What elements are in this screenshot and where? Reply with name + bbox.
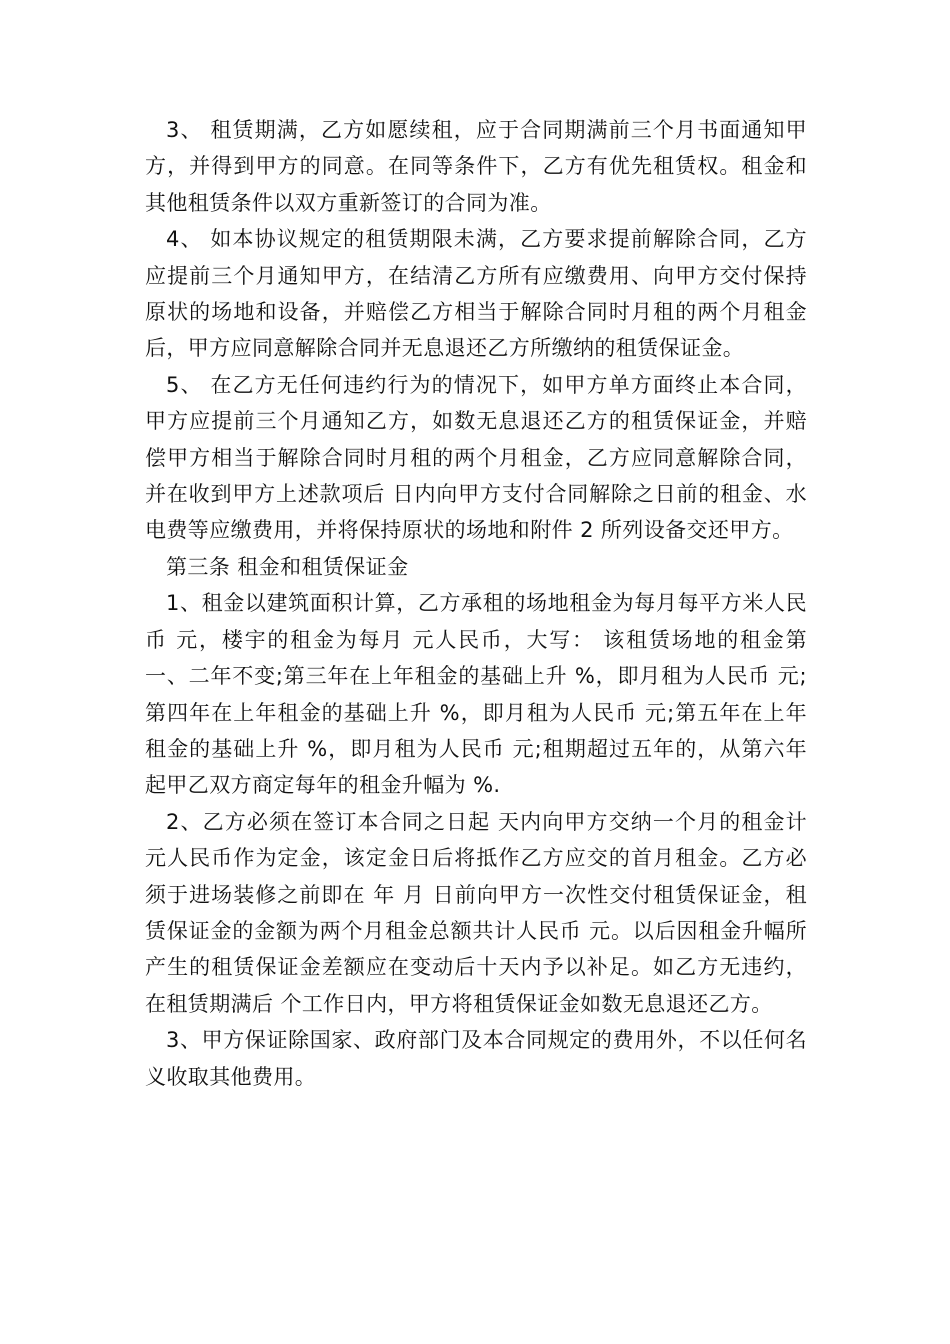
clause-4-early-termination-by-tenant: 4、 如本协议规定的租赁期限未满，乙方要求提前解除合同，乙方应提前三个月通知甲方，在结清乙方所有应缴费用、向甲方交付保持原状的场地和设备，并赔偿乙方相当于解除合同时月租的两个月租金后，甲方应同意解除合同并无息退还乙方所缴纳的租赁保证金。	[145, 227, 807, 361]
article-3-item-3-fees: 3、甲方保证除国家、政府部门及本合同规定的费用外，不以任何名义收取其他费用。	[145, 1028, 807, 1089]
article-3-item-2-deposit: 2、乙方必须在签订本合同之日起 天内向甲方交纳一个月的租金计 元人民币作为定金，该定金日后将抵作乙方应交的首月租金。乙方必须于进场装修之前即在 年 月 日前向甲方一次性交付租赁保证金，租赁保证金的金额为两个月租金总额共计人民币 元。以后因租金升幅所产生的租赁保证金差额应在变动后十天内予以补足。如乙方无违约，在租赁期满后 个工作日内，甲方将租赁保证金如数无息退还乙方。	[145, 809, 807, 1016]
document-body	[145, 112, 807, 1095]
article-3-item-1-rent: 1、租金以建筑面积计算，乙方承租的场地租金为每月每平方米人民币 元，楼宇的租金为每月 元人民币，大写： 该租赁场地的租金第一、二年不变;第三年在上年租金的基础上升 %，即月租为人民币 元;第四年在上年租金的基础上升 %，即月租为人民币 元;第五年在上年租金的基础上升 %，即月租为人民币 元;租期超过五年的，从第六年起甲乙双方商定每年的租金升幅为 %.	[145, 591, 807, 798]
article-3-heading: 第三条 租金和租赁保证金	[166, 554, 409, 579]
clause-3-renewal: 3、 租赁期满，乙方如愿续租，应于合同期满前三个月书面通知甲方，并得到甲方的同意。在同等条件下，乙方有优先租赁权。租金和其他租赁条件以双方重新签订的合同为准。	[145, 118, 807, 215]
clause-5-early-termination-by-landlord: 5、 在乙方无任何违约行为的情况下，如甲方单方面终止本合同，甲方应提前三个月通知乙方，如数无息退还乙方的租赁保证金，并赔偿甲方相当于解除合同时月租的两个月租金，乙方应同意解除合同，并在收到甲方上述款项后 日内向甲方支付合同解除之日前的租金、水电费等应缴费用，并将保持原状的场地和附件 2 所列设备交还甲方。	[145, 372, 807, 543]
